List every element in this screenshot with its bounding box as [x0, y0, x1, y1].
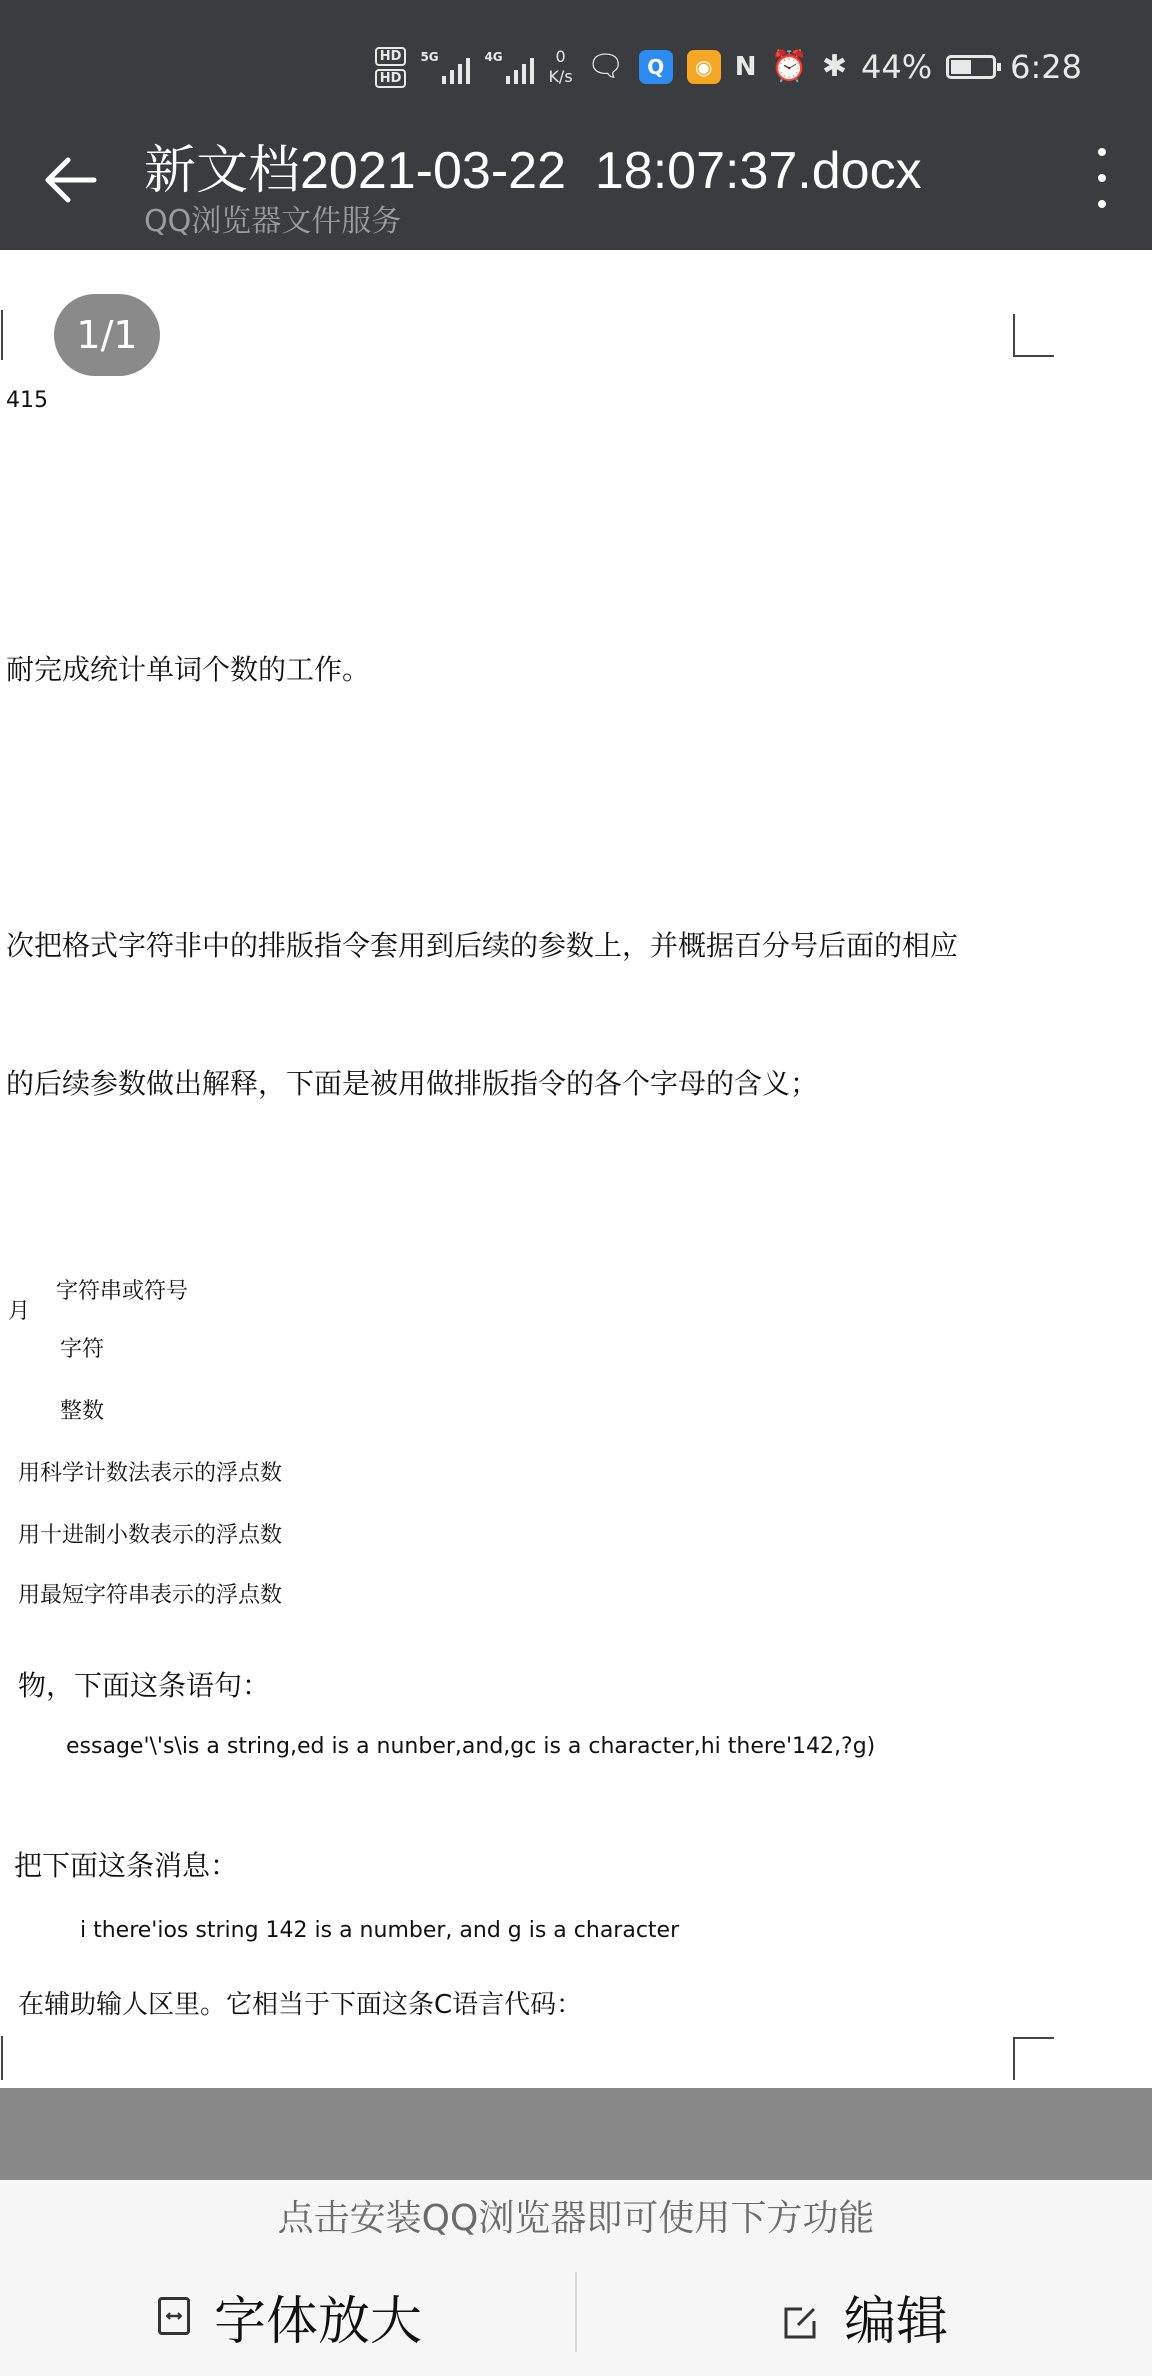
doc-line: 的后续参数做出解释，下面是被用做排版指令的各个字母的含义；: [6, 1067, 819, 1100]
doc-line: 用十进制小数表示的浮点数: [18, 1523, 283, 1548]
doc-line: 次把格式字符非中的排版指令套用到后续的参数上，并概据百分号后面的相应: [6, 929, 959, 962]
document-title: 新文档2021-03-22 18:07:37.docx: [144, 142, 922, 200]
install-hint[interactable]: 点击安装QQ浏览器即可使用下方功能: [277, 2198, 875, 2239]
network-speed: [548, 47, 572, 87]
clock: 6:28: [1010, 48, 1082, 86]
signal-4g-label: 4G: [484, 50, 503, 64]
alarm-icon: ⏰: [770, 49, 808, 84]
doc-line: 物，下面这条语句：: [18, 1669, 271, 1702]
doc-line: 字符串或符号: [56, 1279, 189, 1304]
battery-fill: [951, 60, 970, 74]
network-speed-value: 0: [555, 47, 566, 66]
doc-line: 用最短字符串表示的浮点数: [18, 1583, 283, 1608]
signal-4g-icon: [484, 50, 534, 84]
font-enlarge-button[interactable]: [158, 2266, 422, 2366]
signal-5g-label: 5G: [420, 50, 439, 64]
signal-5g-icon: [420, 50, 470, 84]
doc-line-prefix: 月: [8, 1299, 31, 1324]
edit-label: 编辑: [844, 2291, 949, 2352]
toolbar-divider: [575, 2272, 577, 2352]
doc-line: [80, 1918, 679, 1930]
edit-icon: [780, 2296, 820, 2336]
document-page[interactable]: [0, 250, 1152, 2088]
top-app-bar: [0, 0, 1152, 250]
doc-line: 在辅助输人区里。它相当于下面这条C语言代码：: [18, 1990, 583, 2020]
doc-line: 字符: [60, 1337, 105, 1362]
crop-mark-bottom-left: [0, 2036, 6, 2080]
crop-mark-top-left: [0, 310, 6, 360]
doc-line: 用科学计数法表示的浮点数: [18, 1461, 283, 1486]
bluetooth-icon: ✱: [821, 49, 848, 84]
hd-indicator: [375, 47, 407, 88]
doc-line: 415: [6, 388, 48, 413]
status-bar: [375, 42, 1082, 92]
font-size-icon: [158, 2297, 190, 2335]
hd-badge: HD: [375, 47, 407, 66]
page-gutter: [0, 2088, 1152, 2180]
qq-browser-icon: Q: [639, 50, 673, 84]
hd-badge: HD: [375, 69, 407, 88]
font-enlarge-label: 字体放大: [214, 2291, 423, 2352]
crop-mark-bottom-right: [1012, 2036, 1056, 2080]
more-options-icon[interactable]: [1082, 148, 1122, 208]
battery-icon: [946, 55, 996, 79]
back-arrow-icon[interactable]: [40, 150, 100, 210]
nfc-icon: N: [734, 52, 757, 82]
doc-line: 把下面这条消息：: [14, 1849, 239, 1882]
battery-percent: 44%: [861, 48, 933, 86]
weibo-icon: ◉: [687, 50, 721, 84]
edit-button[interactable]: [780, 2266, 948, 2366]
crop-mark-top-right: [1012, 314, 1056, 358]
document-subtitle: QQ浏览器文件服务: [144, 204, 402, 239]
network-speed-unit: K/s: [548, 67, 573, 86]
chat-bubble-icon: 🗨: [586, 49, 625, 84]
doc-line: 耐完成统计单词个数的工作。: [6, 653, 371, 686]
page-indicator: 1/1: [54, 294, 160, 376]
doc-line: 整数: [60, 1399, 105, 1424]
doc-line: essage'\'s\is a string,ed is a nunber,and,gc is a character,hi there'142,?g): [66, 1734, 876, 1759]
